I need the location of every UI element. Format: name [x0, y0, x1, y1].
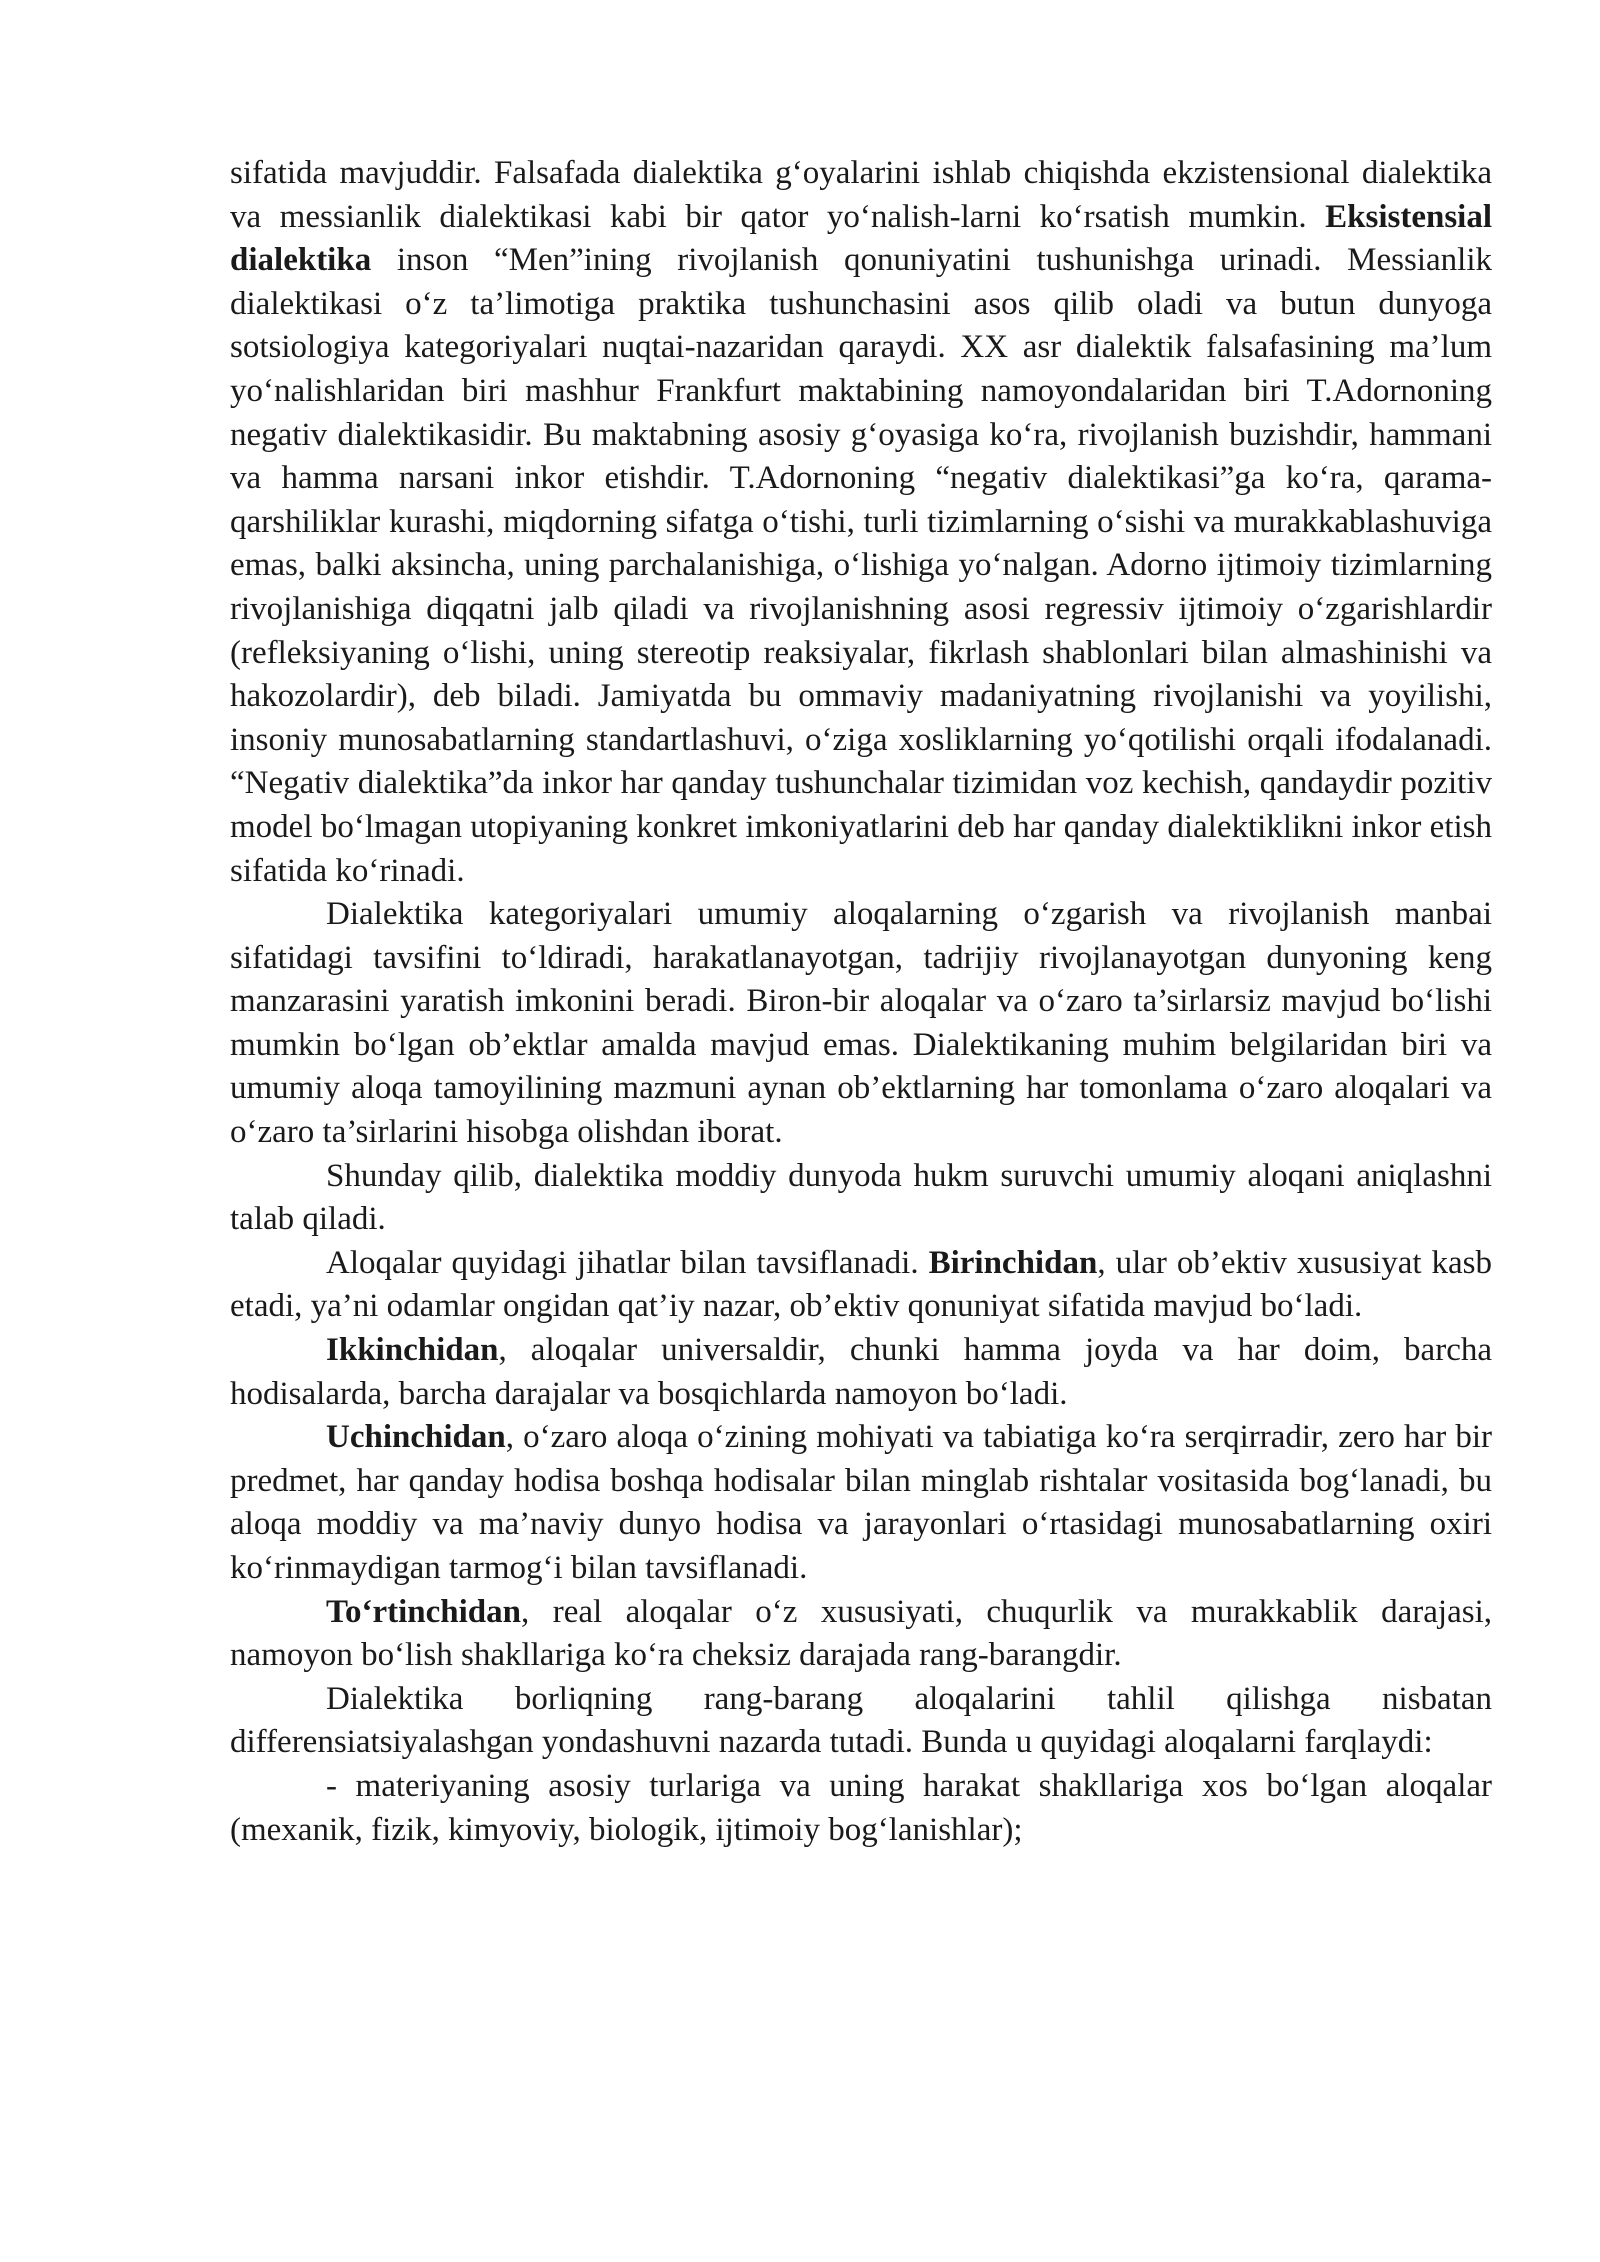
text-run: - materiyaning asosiy turlariga va uning harakat shakllariga xos bo‘lgan aloqalar (mexanik, fizik, kimyoviy, biologik, ijtimoiy bog‘lanishlar);	[230, 1767, 1492, 1848]
paragraph-dialectics-directions	[230, 152, 1492, 893]
paragraph-dialectics-categories	[230, 893, 1492, 1155]
document-page	[230, 152, 1492, 1852]
paragraph-secondly	[230, 1329, 1492, 1416]
list-item-matter-connections	[230, 1765, 1492, 1852]
bold-term-secondly: Ikkinchidan	[326, 1332, 499, 1369]
paragraph-firstly	[230, 1242, 1492, 1329]
text-run: Aloqalar quyidagi jihatlar bilan tavsiflanadi.	[326, 1244, 929, 1281]
paragraph-thirdly	[230, 1416, 1492, 1590]
paragraph-fourthly	[230, 1591, 1492, 1678]
text-run: sifatida mavjuddir. Falsafada dialektika g‘oyalarini ishlab chiqishda ekzistensional dialektika va messianlik dialektikasi kabi bir qator yo‘nalish-larni ko‘rsatish mumkin.	[230, 155, 1492, 235]
paragraph-universal-connection	[230, 1155, 1492, 1242]
text-run: Shunday qilib, dialektika moddiy dunyoda hukm suruvchi umumiy aloqani aniqlashni talab qiladi.	[230, 1157, 1492, 1238]
text-run: , ular ob’ektiv xususiyat kasb etadi, ya’ni odamlar ongidan qat’iy nazar, ob’ektiv qonuniyat sifatida mavjud bo‘ladi.	[230, 1244, 1492, 1325]
text-run: inson “Men”ining rivojlanish qonuniyatini tushunishga urinadi. Messianlik dialektikasi o‘z ta’limotiga praktika tushunchasini asos qilib oladi va butun dunyoga sotsiologiya kategoriyalari nuqtai-nazaridan qaraydi. XX asr dialektik falsafasining ma’lum yo‘nalishlaridan biri mashhur Frankfurt maktabining namoyondalaridan biri T.Adornoning negativ dialektikasidir. Bu maktabning asosiy g‘oyasiga ko‘ra, rivojlanish buzishdir, hammani va hamma narsani inkor etishdir. T.Adornoning “negativ dialektikasi”ga ko‘ra, qarama-qarshiliklar kurashi, miqdorning sifatga o‘tishi, turli tizimlarning o‘sishi va murakkablashuviga emas, balki aksincha, uning parchalanishiga, o‘lishiga yo‘nalgan. Adorno ijtimoiy tizimlarning rivojlanishiga diqqatni jalb qiladi va rivojlanishning asosi regressiv ijtimoiy o‘zgarishlardir (refleksiyaning o‘lishi, uning stereotip reaksiyalar, fikrlash shablonlari bilan almashinishi va hakozolardir), deb biladi. Jamiyatda bu ommaviy madaniyatning rivojlanishi va yoyilishi, insoniy munosabatlarning standartlashuvi, o‘ziga xosliklarning yo‘qotilishi orqali ifodalanadi. “Negativ dialektika”da inkor har qanday tushunchalar tizimidan voz kechish, qandaydir pozitiv model bo‘lmagan utopiyaning konkret imkoniyatlarini deb har qanday dialektiklikni inkor etish sifatida ko‘rinadi.	[230, 242, 1492, 889]
text-run: , real aloqalar o‘z xususiyati, chuqurlik va murakkablik darajasi, namoyon bo‘lish shakllariga ko‘ra cheksiz darajada rang-barangdir.	[230, 1593, 1492, 1674]
text-run: , o‘zaro aloqa o‘zining mohiyati va tabiatiga ko‘ra serqirradir, zero har bir predmet, har qanday hodisa boshqa hodisalar bilan minglab rishtalar vositasida bog‘lanadi, bu aloqa moddiy va ma’naviy dunyo hodisa va jarayonlari o‘rtasidagi munosabatlarning oxiri ko‘rinmaydigan tarmog‘i bilan tavsiflanadi.	[230, 1419, 1492, 1586]
bold-term-thirdly: Uchinchidan	[326, 1419, 506, 1456]
text-run: Dialektika borliqning rang-barang aloqalarini tahlil qilishga nisbatan differensiatsiyalashgan yondashuvni nazarda tutadi. Bunda u quyidagi aloqalarni farqlaydi:	[230, 1680, 1492, 1761]
paragraph-differentiated-approach	[230, 1678, 1492, 1765]
text-run: , aloqalar universaldir, chunki hamma joyda va har doim, barcha hodisalarda, barcha darajalar va bosqichlarda namoyon bo‘ladi.	[230, 1332, 1492, 1412]
bold-term-firstly: Birinchidan	[928, 1244, 1098, 1281]
bold-term-existential-dialectics: Eksistensial dialektika	[230, 198, 1492, 279]
text-run: Dialektika kategoriyalari umumiy aloqalarning o‘zgarish va rivojlanish manbai sifatidagi tavsifini to‘ldiradi, harakatlanayotgan, tadrijiy rivojlanayotgan dunyoning keng manzarasini yaratish imkonini beradi. Biron-bir aloqalar va o‘zaro ta’sirlarsiz mavjud bo‘lishi mumkin bo‘lgan ob’ektlar amalda mavjud emas. Dialektikaning muhim belgilaridan biri va umumiy aloqa tamoyilining mazmuni aynan ob’ektlarning har tomonlama o‘zaro aloqalari va o‘zaro ta’sirlarini hisobga olishdan iborat.	[230, 896, 1492, 1151]
bold-term-fourthly: To‘rtinchidan	[326, 1593, 522, 1630]
